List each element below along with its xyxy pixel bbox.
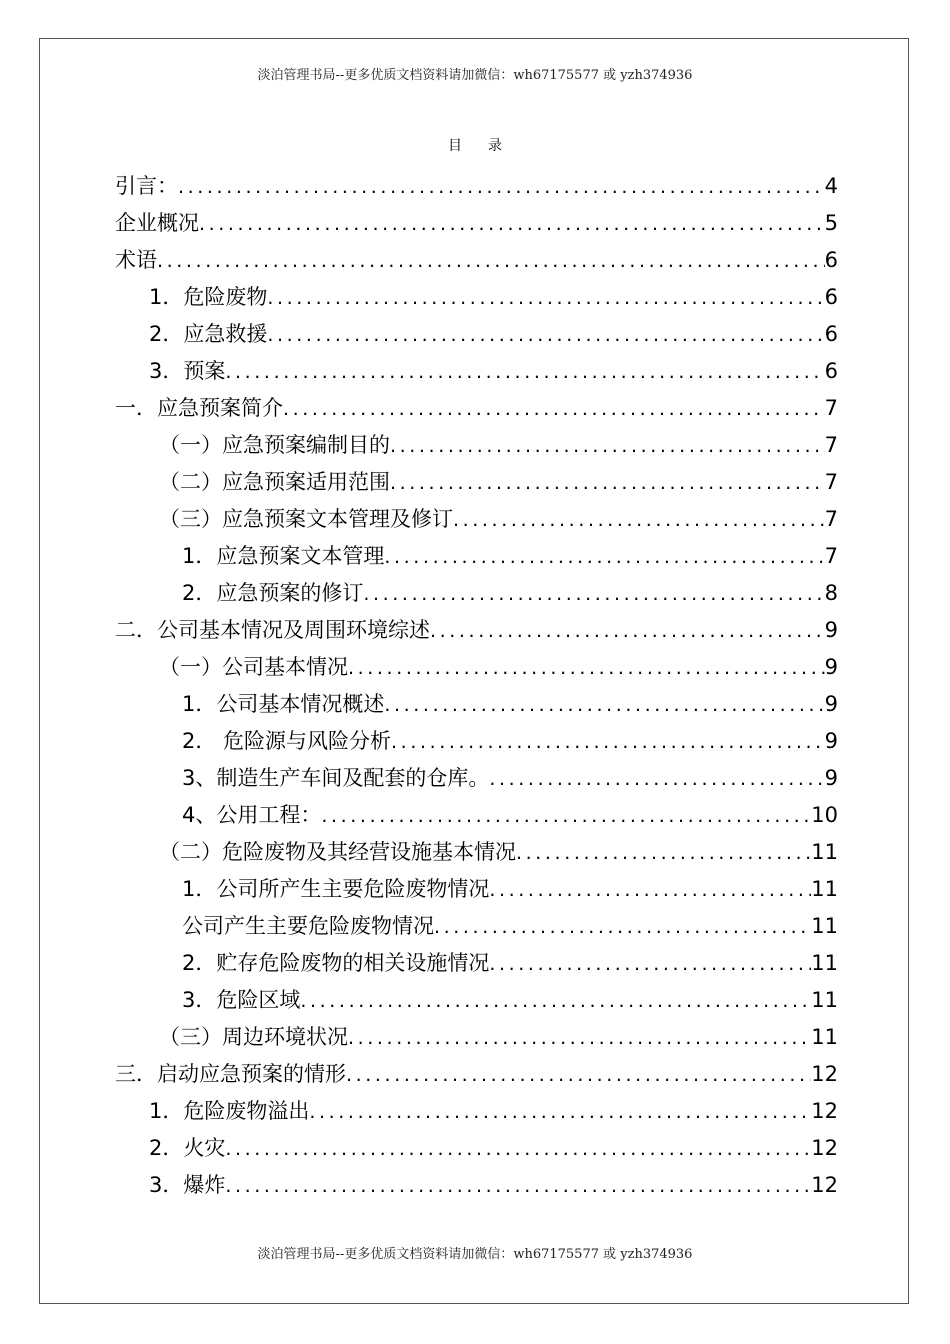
toc-entry[interactable]	[115, 390, 838, 427]
toc-entry[interactable]	[115, 982, 838, 1019]
toc-entry[interactable]	[115, 464, 838, 501]
toc-dot-leader	[391, 724, 825, 761]
toc-dot-leader	[267, 317, 824, 354]
toc-entry[interactable]	[115, 1093, 838, 1130]
toc-dot-leader	[489, 761, 824, 798]
toc-dot-leader	[516, 835, 811, 872]
toc-dot-leader	[283, 391, 825, 428]
toc-entry-title: 1．公司所产生主要危险废物情况	[182, 877, 490, 901]
toc-page-number: 4	[824, 174, 838, 198]
toc-entry-title: 2． 危险源与风险分析	[182, 729, 392, 753]
toc-entry-title: 2．应急预案的修订	[182, 581, 364, 605]
toc-dot-leader	[199, 206, 825, 243]
toc-page-number: 6	[824, 322, 838, 346]
toc-entry[interactable]	[115, 353, 838, 390]
toc-entry-title: 企业概况	[115, 211, 199, 235]
toc-entry-title: 公司产生主要危险废物情况	[182, 914, 434, 938]
toc-page-number: 12	[811, 1099, 838, 1123]
toc-entry-title: （三）应急预案文本管理及修订	[159, 507, 453, 531]
toc-title: 目录	[448, 138, 528, 154]
toc-page-number: 12	[811, 1136, 838, 1160]
toc-entry-title: 1．应急预案文本管理	[182, 544, 385, 568]
toc-entry[interactable]	[115, 242, 838, 279]
toc-entry-title: 1．公司基本情况概述	[182, 692, 385, 716]
toc-dot-leader	[390, 428, 825, 465]
toc-entry[interactable]	[115, 575, 838, 612]
toc-entry[interactable]	[115, 834, 838, 871]
toc-page-number: 9	[824, 766, 838, 790]
toc-entry[interactable]	[115, 686, 838, 723]
toc-dot-leader	[489, 872, 811, 909]
toc-entry-title: 3．危险区域	[182, 988, 301, 1012]
toc-page-number: 10	[811, 803, 838, 827]
toc-entry-title: 三．启动应急预案的情形	[115, 1062, 346, 1086]
toc-entry[interactable]	[115, 1019, 838, 1056]
toc-entry[interactable]	[115, 538, 838, 575]
toc-entry-title: 3．预案	[149, 359, 226, 383]
toc-entry[interactable]	[115, 501, 838, 538]
toc-entry[interactable]	[115, 1130, 838, 1167]
toc-dot-leader	[225, 1131, 811, 1168]
toc-entry-title: （二）应急预案适用范围	[159, 470, 390, 494]
toc-page-number: 5	[824, 211, 838, 235]
toc-entry-title: 二．公司基本情况及周围环境综述	[115, 618, 430, 642]
toc-page-number: 11	[811, 951, 838, 975]
header-note: 淡泊管理书局--更多优质文档资料请加微信：wh67175577 或 yzh374936	[257, 68, 693, 83]
toc-page-number: 8	[824, 581, 838, 605]
toc-dot-leader	[267, 280, 824, 317]
toc-entry[interactable]	[115, 908, 838, 945]
toc-entry-title: 2．应急救援	[149, 322, 268, 346]
toc-entry-title: （二）危险废物及其经营设施基本情况	[159, 840, 516, 864]
toc-dot-leader	[178, 169, 825, 206]
toc-dot-leader	[384, 539, 824, 576]
footer-note: 淡泊管理书局--更多优质文档资料请加微信：wh67175577 或 yzh374936	[257, 1247, 693, 1262]
toc-page-number: 9	[824, 729, 838, 753]
toc-dot-leader	[384, 687, 824, 724]
toc-page-number: 9	[824, 618, 838, 642]
toc-page-number: 11	[811, 988, 838, 1012]
toc-page-number: 11	[811, 840, 838, 864]
toc-page-number: 7	[824, 470, 838, 494]
toc-page-number: 12	[811, 1062, 838, 1086]
toc-page-number: 6	[824, 285, 838, 309]
toc-dot-leader	[348, 650, 825, 687]
table-of-contents	[115, 168, 838, 1204]
toc-page-number: 7	[824, 507, 838, 531]
toc-entry[interactable]	[115, 612, 838, 649]
toc-entry[interactable]	[115, 945, 838, 982]
toc-entry-title: 3、制造生产车间及配套的仓库。	[182, 766, 490, 790]
toc-entry-title: （一）公司基本情况	[159, 655, 348, 679]
toc-page-number: 7	[824, 433, 838, 457]
toc-entry[interactable]	[115, 871, 838, 908]
toc-dot-leader	[434, 909, 811, 946]
toc-page-number: 7	[824, 544, 838, 568]
toc-dot-leader	[225, 1168, 811, 1205]
toc-entry[interactable]	[115, 760, 838, 797]
toc-entry[interactable]	[115, 723, 838, 760]
toc-entry-title: （一）应急预案编制目的	[159, 433, 390, 457]
toc-dot-leader	[309, 1094, 811, 1131]
toc-page-number: 6	[824, 248, 838, 272]
toc-dot-leader	[453, 502, 825, 539]
toc-entry-title: 2．贮存危险废物的相关设施情况	[182, 951, 490, 975]
toc-dot-leader	[225, 354, 824, 391]
toc-entry-title: 引言：	[115, 174, 178, 198]
toc-page-number: 9	[824, 692, 838, 716]
toc-entry[interactable]	[115, 316, 838, 353]
toc-page-number: 6	[824, 359, 838, 383]
toc-entry-title: 1．危险废物	[149, 285, 268, 309]
toc-entry-title: 术语	[115, 248, 157, 272]
toc-dot-leader	[489, 946, 811, 983]
toc-entry-title: 一．应急预案简介	[115, 396, 283, 420]
toc-page-number: 12	[811, 1173, 838, 1197]
toc-entry[interactable]	[115, 205, 838, 242]
toc-entry[interactable]	[115, 427, 838, 464]
toc-dot-leader	[348, 1020, 811, 1057]
toc-page-number: 7	[824, 396, 838, 420]
toc-dot-leader	[157, 243, 825, 280]
toc-entry-title: 2．火灾	[149, 1136, 226, 1160]
toc-dot-leader	[363, 576, 824, 613]
toc-entry[interactable]	[115, 1056, 838, 1093]
toc-dot-leader	[346, 1057, 811, 1094]
toc-dot-leader	[390, 465, 825, 502]
toc-entry-title: 4、公用工程：	[182, 803, 322, 827]
toc-page-number: 9	[824, 655, 838, 679]
toc-dot-leader	[300, 983, 811, 1020]
toc-entry[interactable]	[115, 797, 838, 834]
toc-entry-title: 3．爆炸	[149, 1173, 226, 1197]
toc-entry-title: 1．危险废物溢出	[149, 1099, 310, 1123]
toc-entry[interactable]	[115, 168, 838, 205]
toc-dot-leader	[430, 613, 825, 650]
toc-page-number: 11	[811, 877, 838, 901]
toc-entry-title: （三）周边环境状况	[159, 1025, 348, 1049]
toc-entry[interactable]	[115, 279, 838, 316]
toc-entry[interactable]	[115, 649, 838, 686]
toc-entry[interactable]	[115, 1167, 838, 1204]
toc-page-number: 11	[811, 1025, 838, 1049]
toc-page-number: 11	[811, 914, 838, 938]
toc-dot-leader	[321, 798, 811, 835]
